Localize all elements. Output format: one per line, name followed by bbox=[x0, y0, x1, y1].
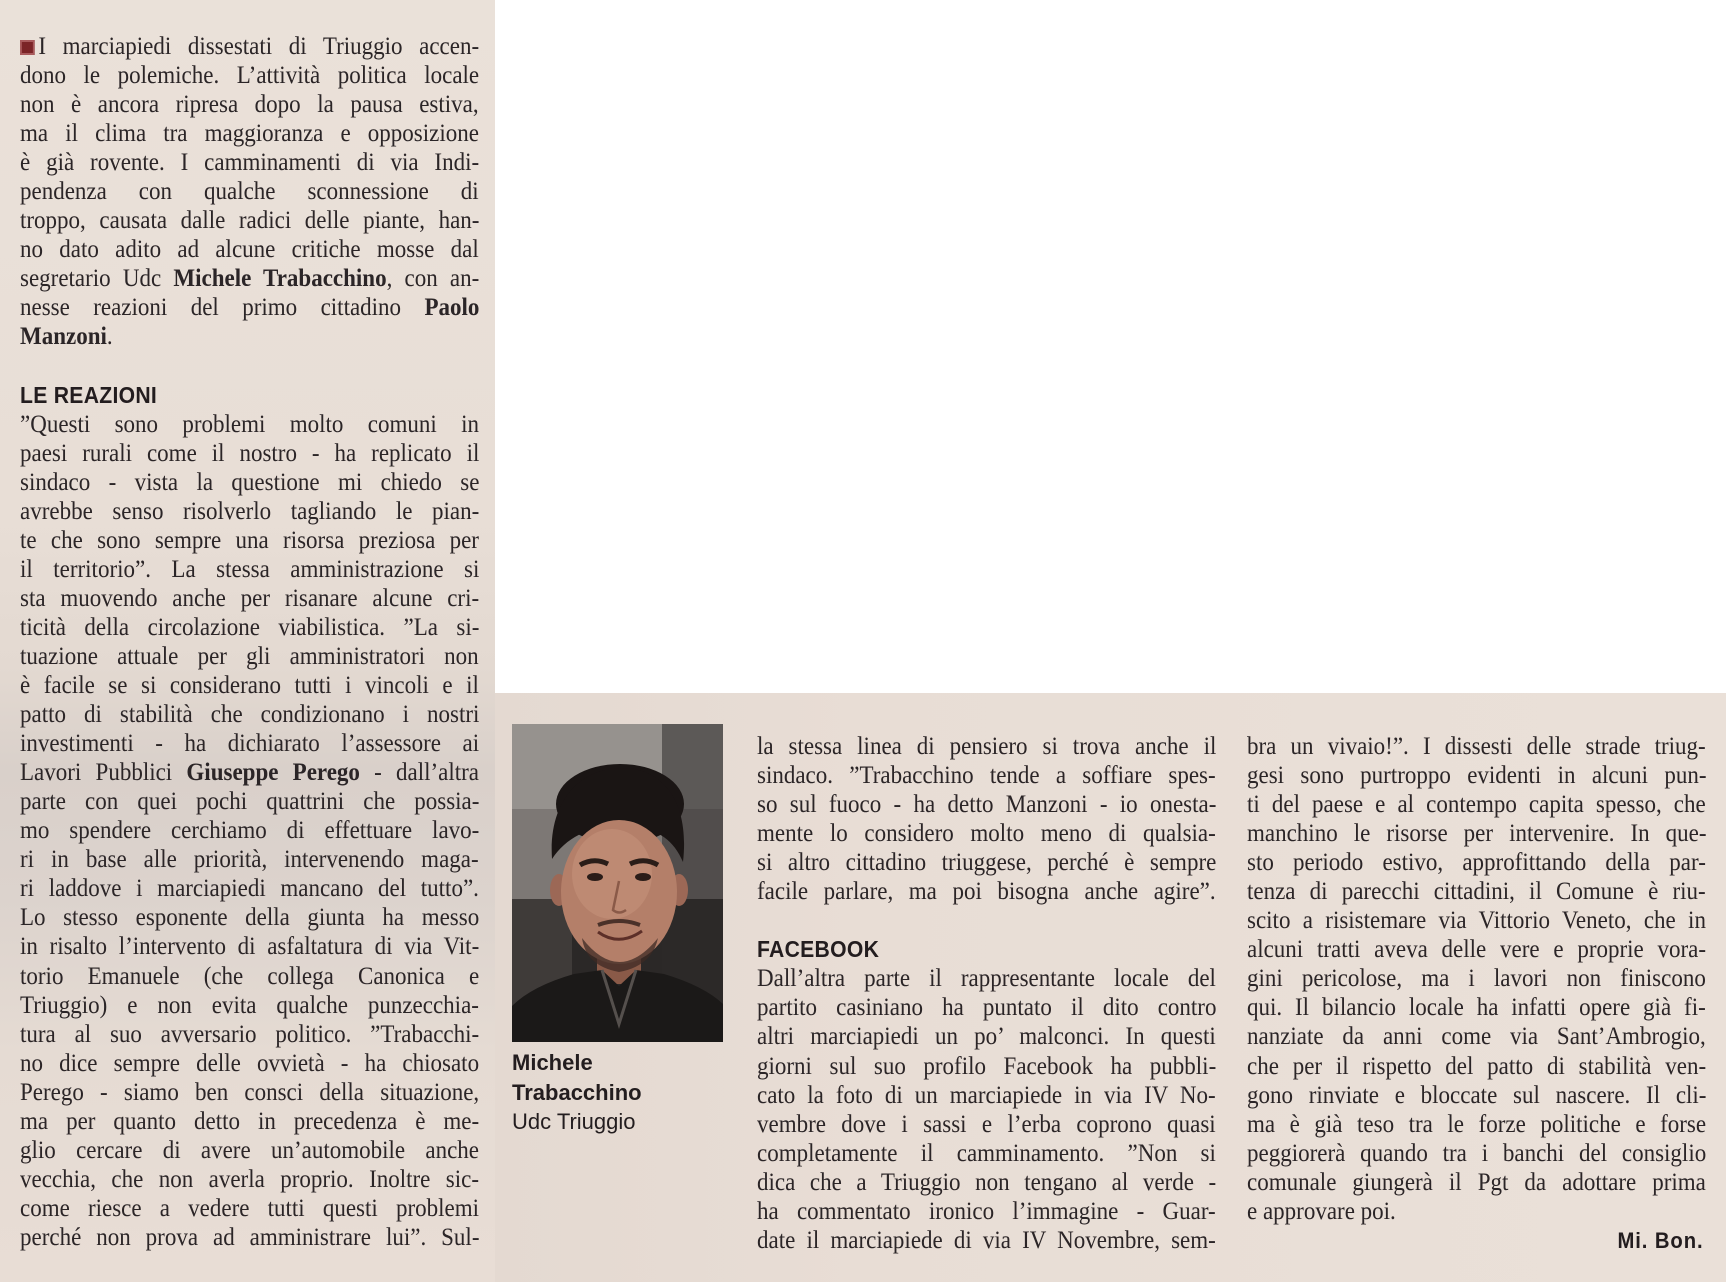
text-line bbox=[20, 119, 479, 148]
text-line bbox=[20, 874, 479, 903]
text-line bbox=[757, 819, 1216, 848]
text-line bbox=[20, 410, 479, 439]
text-segment: facile parlare, ma poi bisogna anche agire”. bbox=[757, 878, 1216, 906]
text-segment: ti del paese e al contempo capita spesso, che bbox=[1247, 791, 1706, 819]
text-segment: sindaco - vista la questione mi chiedo se bbox=[20, 468, 480, 496]
text-line-content bbox=[20, 701, 479, 728]
text-line-content bbox=[20, 963, 479, 990]
paragraph bbox=[757, 732, 1216, 906]
text-line-content bbox=[757, 1023, 1216, 1050]
text-line bbox=[20, 1194, 479, 1223]
text-line-content bbox=[20, 498, 479, 525]
text-line bbox=[20, 642, 479, 671]
text-line-content bbox=[20, 1166, 479, 1193]
text-line-content bbox=[20, 933, 479, 960]
text-segment: ticità della circolazione viabilistica. ”La si- bbox=[20, 613, 480, 641]
text-segment: dica che a Triuggio non tengano al verde - bbox=[757, 1168, 1217, 1196]
text-line bbox=[20, 1020, 479, 1049]
text-line-content bbox=[20, 469, 479, 496]
text-line bbox=[757, 877, 1216, 906]
text-line-content bbox=[757, 994, 1216, 1021]
text-segment: paesi rurali come il nostro - ha replicato il bbox=[20, 439, 480, 467]
text-line bbox=[1247, 1081, 1706, 1110]
text-segment: nesse reazioni del primo cittadino bbox=[20, 294, 425, 322]
text-segment: vembre dove i sassi e l’erba coprono quasi bbox=[757, 1110, 1216, 1138]
text-line bbox=[20, 845, 479, 874]
text-line bbox=[20, 758, 479, 787]
text-segment: tura al suo avversario politico. ”Trabacchi- bbox=[20, 1020, 480, 1048]
text-segment: Perego - siamo ben consci della situazione, bbox=[20, 1078, 480, 1106]
text-segment: partito casiniano ha puntato il dito contro bbox=[757, 994, 1217, 1022]
text-line bbox=[20, 962, 479, 991]
text-line bbox=[757, 1197, 1216, 1226]
text-segment: peggiorerà quando tra i banchi del consiglio bbox=[1247, 1139, 1707, 1167]
text-line-content bbox=[20, 323, 113, 350]
text-line-content bbox=[20, 1079, 479, 1106]
text-line bbox=[757, 1168, 1216, 1197]
text-segment: Lo stesso esponente della giunta ha messo bbox=[20, 904, 480, 932]
text-line-content bbox=[20, 1108, 479, 1135]
text-line bbox=[1247, 993, 1706, 1022]
text-line bbox=[1247, 1022, 1706, 1051]
text-line-content bbox=[757, 1082, 1216, 1109]
text-segment: Triuggio) e non evita qualche punzecchia- bbox=[20, 991, 479, 1019]
text-segment: te che sono sempre una risorsa preziosa per bbox=[20, 526, 479, 554]
text-segment: Lavori Pubblici bbox=[20, 759, 187, 787]
text-line-content bbox=[1247, 878, 1706, 905]
text-line-content bbox=[1247, 994, 1706, 1021]
text-line bbox=[757, 732, 1216, 761]
text-line-content bbox=[20, 585, 479, 612]
article-column-3 bbox=[1247, 732, 1706, 1226]
text-line-content bbox=[757, 1140, 1216, 1167]
caption-name-first: Michele bbox=[512, 1050, 593, 1075]
text-segment: mo spendere cerchiamo di effettuare lavo- bbox=[20, 817, 480, 845]
text-line bbox=[20, 584, 479, 613]
text-line-content bbox=[20, 149, 479, 176]
text-line-content bbox=[1247, 907, 1706, 934]
text-line-content bbox=[757, 849, 1216, 876]
text-segment: parte con quei pochi quattrini che possia- bbox=[20, 788, 480, 816]
text-line-content bbox=[20, 178, 479, 205]
text-line bbox=[1247, 1197, 1706, 1226]
text-segment: come riesce a vedere tutti questi problemi bbox=[20, 1194, 479, 1222]
text-line bbox=[757, 1139, 1216, 1168]
text-line bbox=[1247, 790, 1706, 819]
text-line-content bbox=[20, 91, 479, 118]
text-segment: Dall’altra parte il rappresentante locale del bbox=[757, 965, 1216, 993]
text-line bbox=[1247, 761, 1706, 790]
text-segment: bra un vivaio!”. I dissesti delle strade triug- bbox=[1247, 733, 1706, 760]
text-line-content bbox=[757, 1169, 1216, 1196]
text-line bbox=[20, 497, 479, 526]
text-line bbox=[757, 993, 1216, 1022]
text-segment: , con an- bbox=[386, 265, 480, 293]
text-line bbox=[1247, 1168, 1706, 1197]
text-line-content bbox=[757, 762, 1216, 789]
text-segment: segretario Udc bbox=[20, 265, 174, 293]
text-segment: e approvare poi. bbox=[1247, 1197, 1396, 1225]
text-segment: . bbox=[106, 323, 113, 351]
text-line bbox=[20, 932, 479, 961]
paragraph-spacer bbox=[757, 906, 1216, 935]
square-bullet-icon bbox=[20, 40, 35, 55]
text-segment: ri laddove i marciapiedi mancano del tutto”. bbox=[20, 875, 479, 903]
bold-name: Michele Trabacchino bbox=[173, 265, 387, 293]
text-segment: mente lo considero molto meno di qualsia- bbox=[757, 820, 1216, 848]
text-line bbox=[20, 787, 479, 816]
text-line bbox=[20, 177, 479, 206]
text-segment: glio cercare di avere un’automobile anche bbox=[20, 1136, 480, 1164]
text-segment: non è ancora ripresa dopo la pausa estiva, bbox=[20, 91, 479, 119]
section-heading: FACEBOOK bbox=[757, 936, 880, 963]
text-line-content bbox=[1247, 762, 1707, 789]
text-line bbox=[757, 848, 1216, 877]
text-line-content bbox=[1247, 791, 1706, 818]
text-line-content bbox=[1247, 1111, 1706, 1138]
caption-role: Udc Triuggio bbox=[512, 1109, 636, 1134]
text-segment: manchino le risorse per intervenire. In que- bbox=[1247, 820, 1707, 848]
text-segment: gesi sono purtroppo evidenti in alcuni pun- bbox=[1247, 762, 1707, 790]
text-line bbox=[20, 148, 479, 177]
text-line bbox=[20, 555, 479, 584]
text-line-content bbox=[20, 672, 479, 699]
text-line-content bbox=[20, 265, 479, 292]
text-segment: il territorio”. La stessa amministrazione si bbox=[20, 555, 480, 583]
text-line bbox=[20, 816, 479, 845]
text-segment: - dall’altra bbox=[359, 759, 480, 787]
text-line-content bbox=[20, 440, 479, 467]
portrait-photo bbox=[512, 724, 723, 1042]
text-line-content bbox=[1247, 1053, 1706, 1080]
text-line bbox=[20, 264, 479, 293]
text-line-content bbox=[20, 788, 479, 815]
text-segment: la stessa linea di pensiero si trova anche il bbox=[757, 733, 1217, 760]
text-line-content bbox=[757, 878, 1216, 905]
text-line bbox=[1247, 1052, 1706, 1081]
text-line-content bbox=[1247, 1023, 1706, 1050]
text-line-content bbox=[1247, 1140, 1706, 1167]
text-segment: pendenza con qualche sconnessione di bbox=[20, 178, 479, 206]
text-line-content bbox=[20, 236, 479, 263]
text-line bbox=[1247, 906, 1706, 935]
text-segment: vecchia, che non averla proprio. Inoltre sic- bbox=[20, 1165, 480, 1193]
article-column-1 bbox=[20, 32, 479, 1252]
text-segment: comunale giungerà il Pgt da adottare prima bbox=[1247, 1168, 1706, 1196]
bold-name: Giuseppe Perego bbox=[186, 759, 360, 787]
text-line bbox=[1247, 1139, 1706, 1168]
text-line-content bbox=[20, 614, 479, 641]
text-line bbox=[20, 1107, 479, 1136]
text-segment: ma il clima tra maggioranza e opposizione bbox=[20, 120, 479, 148]
text-segment: giorni sul suo profilo Facebook ha pubbli- bbox=[757, 1052, 1217, 1080]
text-line bbox=[20, 322, 479, 351]
text-line bbox=[757, 1110, 1216, 1139]
text-segment: sta muovendo anche per risanare alcune cri- bbox=[20, 584, 480, 612]
text-line bbox=[20, 991, 479, 1020]
text-line bbox=[20, 1136, 479, 1165]
text-segment: ”Questi sono problemi molto comuni in bbox=[20, 410, 479, 438]
text-line bbox=[20, 293, 479, 322]
text-segment: nanziate da anni come via Sant’Ambrogio, bbox=[1247, 1023, 1706, 1051]
text-line bbox=[20, 671, 479, 700]
text-segment: investimenti - ha dichiarato l’assessore ai bbox=[20, 730, 480, 758]
text-line-content bbox=[20, 556, 479, 583]
text-segment: no dato adito ad alcune critiche mosse dal bbox=[20, 236, 479, 264]
text-line bbox=[1247, 1110, 1706, 1139]
text-line-content bbox=[20, 759, 479, 786]
text-segment: ma è già teso tra le forze politiche e forse bbox=[1247, 1110, 1707, 1138]
text-line bbox=[20, 468, 479, 497]
text-segment: scito a risistemare via Vittorio Veneto, che in bbox=[1247, 907, 1706, 935]
text-line-content bbox=[20, 1021, 479, 1048]
text-line bbox=[20, 729, 479, 758]
text-line bbox=[757, 1226, 1216, 1255]
text-line-content bbox=[757, 791, 1216, 818]
text-line-content bbox=[757, 820, 1216, 847]
text-line-content bbox=[20, 120, 479, 147]
text-line bbox=[20, 1049, 479, 1078]
text-segment: no dice sempre delle ovvietà - ha chiosato bbox=[20, 1049, 480, 1077]
paragraph bbox=[20, 32, 479, 352]
text-segment: ri in base alle priorità, intervenendo maga- bbox=[20, 846, 479, 874]
text-line-content bbox=[757, 733, 1216, 760]
text-line bbox=[20, 90, 479, 119]
text-segment: troppo, causata dalle radici delle piante, han- bbox=[20, 207, 480, 235]
text-line bbox=[20, 206, 479, 235]
text-line-content bbox=[20, 992, 479, 1019]
paragraph-spacer bbox=[20, 352, 479, 381]
text-segment: ha commentato ironico l’immagine - Guar- bbox=[757, 1197, 1216, 1225]
text-line bbox=[20, 700, 479, 729]
text-segment: I marciapiedi dissestati di Triuggio accen- bbox=[38, 33, 480, 60]
text-line-content bbox=[1247, 1169, 1706, 1196]
text-line-content bbox=[1247, 733, 1706, 760]
text-line-content bbox=[20, 846, 479, 873]
text-segment: torio Emanuele (che collega Canonica e bbox=[20, 962, 480, 990]
text-line bbox=[1247, 819, 1706, 848]
text-line-content bbox=[20, 294, 479, 321]
text-line bbox=[20, 1223, 479, 1252]
text-line-content bbox=[20, 1137, 479, 1164]
text-segment: date il marciapiede di via IV Novembre, sem- bbox=[757, 1226, 1216, 1254]
text-line-content bbox=[1247, 820, 1707, 847]
photo-caption bbox=[512, 1048, 642, 1137]
text-segment: in risalto l’intervento di asfaltatura di via Vit- bbox=[20, 933, 480, 961]
text-line bbox=[1247, 848, 1706, 877]
text-line bbox=[20, 439, 479, 468]
text-line bbox=[1247, 732, 1706, 761]
text-segment: gini pericolose, ma i lavori non finiscono bbox=[1247, 965, 1706, 993]
text-line bbox=[20, 613, 479, 642]
text-line-content bbox=[20, 62, 479, 89]
text-segment: patto di stabilità che condizionano i nostri bbox=[20, 701, 480, 729]
text-line bbox=[20, 32, 479, 61]
text-segment: gono rinviate e bloccate sul nascere. Il cli- bbox=[1247, 1081, 1707, 1109]
section-heading: LE REAZIONI bbox=[20, 381, 158, 408]
text-line bbox=[1247, 935, 1706, 964]
portrait-photo-image bbox=[512, 724, 723, 1042]
text-line bbox=[20, 526, 479, 555]
text-line-content bbox=[1247, 936, 1706, 963]
text-line-content bbox=[20, 411, 479, 438]
text-line-content bbox=[757, 1227, 1216, 1254]
text-segment: alcuni tratti aveva delle vere e proprie vora- bbox=[1247, 936, 1707, 964]
text-segment: avrebbe senso risolverlo tagliando le pian- bbox=[20, 497, 480, 525]
text-segment: sindaco. ”Trabacchino tende a soffiare spes- bbox=[757, 762, 1216, 790]
text-line-content bbox=[757, 1111, 1216, 1138]
text-line bbox=[20, 1078, 479, 1107]
text-line bbox=[1247, 877, 1706, 906]
text-segment: cato la foto di un marciapiede in via IV No- bbox=[757, 1081, 1216, 1109]
text-line bbox=[1247, 964, 1706, 993]
text-line-content bbox=[20, 817, 479, 844]
text-segment: si altro cittadino triuggese, perché è sempre bbox=[757, 849, 1217, 877]
text-line-content bbox=[1247, 1198, 1396, 1225]
text-line-content bbox=[20, 207, 479, 234]
text-line-content bbox=[20, 643, 479, 670]
text-line bbox=[757, 761, 1216, 790]
text-segment: che per il rispetto del patto di stabilità ven- bbox=[1247, 1052, 1707, 1080]
text-segment: tuazione attuale per gli amministratori non bbox=[20, 642, 479, 670]
bold-name: Paolo bbox=[424, 294, 480, 322]
text-segment: sto periodo estivo, approfittando della par- bbox=[1247, 849, 1706, 877]
paragraph bbox=[20, 410, 479, 1252]
author-byline: Mi. Bon. bbox=[1617, 1228, 1704, 1253]
text-line bbox=[20, 61, 479, 90]
text-line bbox=[757, 790, 1216, 819]
text-line-content bbox=[20, 1224, 479, 1251]
text-line-content bbox=[757, 965, 1216, 992]
text-line bbox=[757, 1081, 1216, 1110]
text-segment: è già rovente. I camminamenti di via Indi- bbox=[20, 149, 480, 177]
text-line-content bbox=[20, 1050, 479, 1077]
paragraph bbox=[757, 964, 1216, 1254]
text-line-content bbox=[1247, 965, 1706, 992]
text-line-content bbox=[757, 1053, 1216, 1080]
text-segment: tenza di parecchi cittadini, il Comune è riu- bbox=[1247, 878, 1706, 906]
text-line bbox=[757, 964, 1216, 993]
text-line bbox=[757, 1052, 1216, 1081]
text-line-content bbox=[20, 730, 479, 757]
text-line-content bbox=[20, 875, 479, 902]
text-segment: ma per quanto detto in precedenza è me- bbox=[20, 1107, 480, 1135]
text-line-content bbox=[20, 33, 479, 60]
caption-name-last: Trabacchino bbox=[512, 1079, 642, 1105]
text-line-content bbox=[20, 527, 479, 554]
text-line-content bbox=[20, 1195, 479, 1222]
article-column-2 bbox=[757, 732, 1216, 1255]
text-segment: so sul fuoco - ha detto Manzoni - io onesta- bbox=[757, 791, 1217, 819]
text-line bbox=[20, 1165, 479, 1194]
text-segment: dono le polemiche. L’attività politica locale bbox=[20, 62, 480, 90]
text-segment: altri marciapiedi un po’ malconci. In questi bbox=[757, 1023, 1216, 1051]
text-line-content bbox=[1247, 1082, 1706, 1109]
text-segment: completamente il camminamento. ”Non si bbox=[757, 1139, 1216, 1167]
text-line bbox=[757, 1022, 1216, 1051]
text-line-content bbox=[1247, 849, 1706, 876]
text-line-content bbox=[20, 904, 479, 931]
paragraph bbox=[1247, 732, 1706, 1226]
bold-name: Manzoni bbox=[20, 323, 107, 351]
text-line bbox=[20, 903, 479, 932]
text-segment: perché non prova ad amministrare lui”. Sul- bbox=[20, 1223, 480, 1251]
text-segment: è facile se si considerano tutti i vincoli e il bbox=[20, 672, 479, 700]
text-line-content bbox=[757, 1198, 1216, 1225]
text-line bbox=[20, 235, 479, 264]
text-segment: qui. Il bilancio locale ha infatti opere già fi- bbox=[1247, 994, 1706, 1022]
